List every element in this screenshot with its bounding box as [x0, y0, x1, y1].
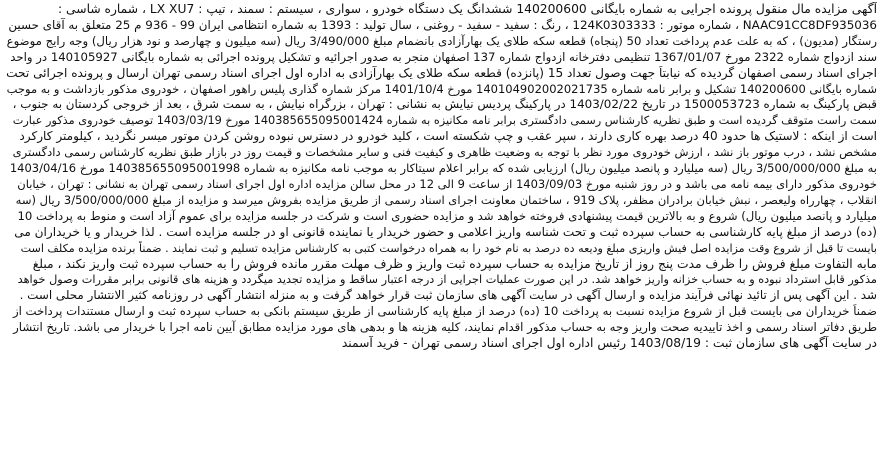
text-line: بایست تا قبل از شروع وقت مزایده اصل فیش واریزی مبلغ ودیعه ده درصد به نام خود را به همراه درخواست کتبی به کارشناس مزایده تسلیم و ثبت نمایند . ضمناً برنده مزایده مکلف است — [20, 241, 877, 255]
text-line: مذکور قابل استرداد نبوده و به حساب خزانه واریز خواهد شد. در این صورت عملیات اجرایی از درجه اعتبار ساقط و مزایده تجدید میگردد و هزینه های قانونی برابر مقررات وصول خواهد — [17, 273, 877, 287]
text-line: به مبلغ 3/500/000/000 ریال (سه میلیارد و پانصد میلیون ریال) ارزیابی شده که برابر اعلام سیتاکار به موجب نامه مکانیزه به شماره 140385655095001998 مورخ 1403/04/16 — [9, 161, 877, 176]
text-line: سمت راست متوقف گردیده است و طبق نظریه کارشناس رسمی دادگستری برابر نامه مکانیزه به شماره 140385655095001424 مورخ 1403/03/19 توصیف خودروی مذکور عبارت — [12, 114, 877, 128]
text-line: است از اینکه : لاستیک ها حدود 40 درصد بهره کاری دارند ، سپر عقب و چپ شکسته است ، کلید خودرو در دسترس نبوده روشن کردن موتور میسر نگردید ، کیلومتر کارکرد — [19, 129, 877, 144]
text-line: قبض پارکینگ به شماره 1500053723 در تاریخ 1403/02/22 در پارکینگ پردیس نیایش به نشانی : تهران ، بزرگراه نیایش ، به سمت شرق ، بعد از خروجی کردستان به جنوب ، — [12, 97, 877, 112]
text-line: طریق دفاتر اسناد رسمی و اخذ تاییدیه صحت واریز وجه به حساب مذکور اقدام نمایند، کلیه هزینه ها و بدهی های مورد مزایده مطابق آیین نامه اجرا با خریدار می باشد. تاریخ انتشار — [13, 320, 877, 335]
text-line: شماره بایگانی 140200600 تشکیل و برابر نامه شماره 140104902002021735 مورخ 1401/10/4 مرکز شماره گذاری پلیس راهور اصفهان ، خودروی مذکور بازداشت و به موجب — [6, 81, 877, 96]
text-line: آگهی مزایده مال منقول پرونده اجرایی به شماره بایگانی 140200600 ششدانگ یک دستگاه خودرو ، سواری ، سیستم : سمند ، تیپ : LX XU7 ، شماره شاسی : — [57, 2, 877, 16]
text-line: مشخص نشد ، درب موتور باز نشد ، ارزش خودروی مورد نظر با توجه به وضعیت ظاهری و کیفیت فنی و سایر مشخصات و قیمت روز در بازار طبق نظریه کارشناس رسمی دادگستری — [12, 145, 877, 160]
text-line: اجرای اسناد رسمی اصفهان گردیده که نیابتاً جهت وصول تعداد 15 (پانزده) قطعه سکه طلای یک بهارآزادی به اداره اول اجرای اسناد رسمی تهران ارسال و پرونده اجرائی تحت — [6, 65, 877, 80]
text-line: خودروی مذکور دارای بیمه نامه می باشد و در روز شنبه مورخ 1403/09/03 از ساعت 9 الی 12 در محل سالن مزایده اداره اول اجرای اسناد رسمی تهران به نشانی : تهران ، خیابان — [17, 176, 877, 191]
text-line: NAAC91CC8DF935036 ، شماره موتور : 124K0303333 ، رنگ : سفید - سفید - روغنی ، سال تولید : 1393 به شماره انتظامی ایران 99 - 936 م 25 متعلق به آقای حسین — [8, 17, 877, 32]
text-line: ضمناً خریداران می بایست قبل از شروع مزایده نسبت به پرداخت 10 (ده) درصد از مبلغ پایه کارشناسی از طریق سیستم بانکی به حساب سپرده ثبت و ارسال مستندات پرداخت از — [12, 304, 877, 319]
text-line: (ده) درصد از مبلغ پایه کارشناسی به حساب سپرده ثبت و تحت شناسه واریز اعلامی و حضور خریدار یا نماینده قانونی او در جلسه مزایده است . لذا خریدار و یا خریداران می — [14, 224, 877, 239]
text-line: رستگار (مدیون) ، که به علت عدم پرداخت تعداد 50 (پنجاه) قطعه سکه طلای یک بهارآزادی بانضمام مبلغ 3/490/000 ریال (سه میلیون و چهارصد و نود هزار ریال) وجه رایج موضوع — [6, 33, 877, 48]
text-line: انقلاب ، چهارراه ولیعصر ، نبش خیابان برادران مظفر، پلاک 919 ، ساختمان معاونت اجرای اسناد رسمی از طریق مزایده بفروش میرسد و مزایده از مبلغ 3/500/000/000 ریال (سه — [15, 192, 877, 207]
text-line: شد . این آگهی پس از تائید نهائی فرآیند مزایده و ارسال آگهی در سایت آگهی های سازمان ثبت قرار خواهد گرفت و به منزله انتشار آگهی در روزنامه کثیر الانتشار محلی است . — [19, 288, 877, 303]
text-line: مابه التفاوت مبلغ فروش را ظرف مدت پنج روز از تاریخ مزایده به حساب سپرده ثبت واریز و ظرف مهلت مقرر مانده فروش را به حساب سپرده ثبت واریز نکند ، مبلغ — [32, 256, 877, 271]
text-line: میلیارد و پانصد میلیون ریال) شروع و به بالاترین قیمت پیشنهادی فروخته خواهد شد و مزایده حضوری است و شرکت در جلسه مزایده برای عموم آزاد است و منوط به پرداخت 10 — [17, 208, 877, 223]
text-line: سند ازدواج شماره 2322 مورخ 1367/01/07 تنظیمی دفترخانه ازدواج شماره 137 اصفهان منجر به صدور اجرائیه و تشکیل پرونده اجرائی به شماره بایگانی 140105927 در واحد — [10, 49, 877, 64]
signature-line: در سایت آگهی های سازمان ثبت : 1403/08/19 رئیس اداره اول اجرای اسناد رسمی تهران - فرید آسمند — [341, 336, 877, 351]
